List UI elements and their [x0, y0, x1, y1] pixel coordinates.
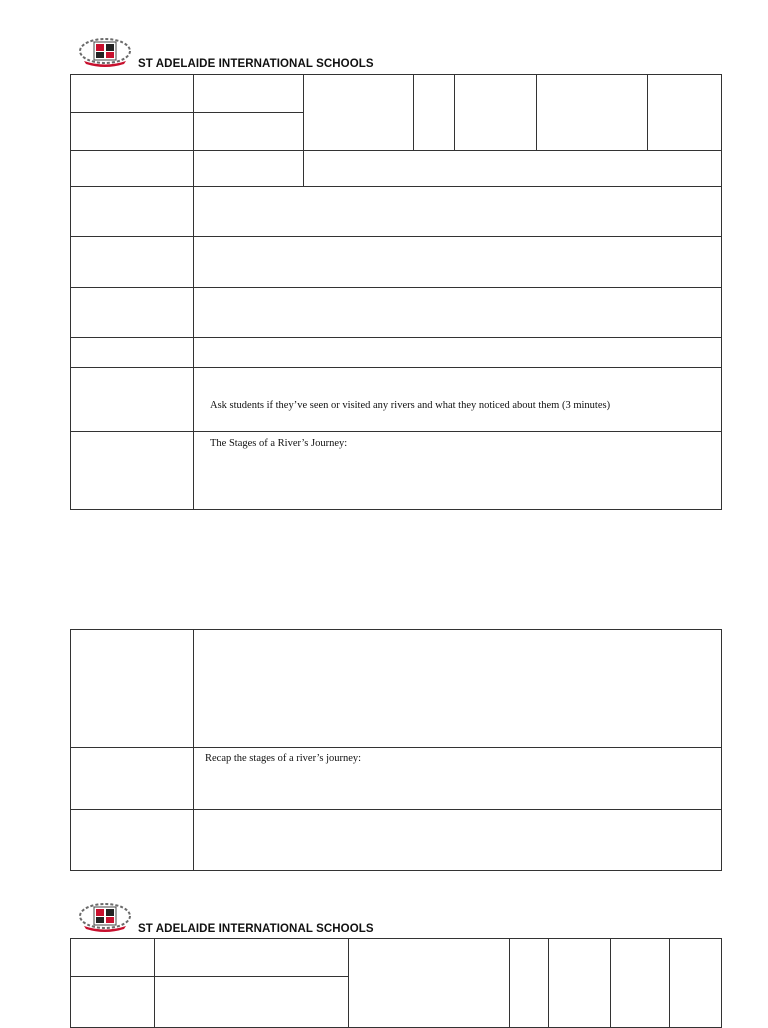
table-cell — [303, 150, 722, 187]
table-cell — [647, 74, 722, 151]
table-cell — [70, 431, 194, 510]
recap-cell — [193, 747, 722, 810]
table-cell — [303, 74, 414, 151]
school-name: ST ADELAIDE INTERNATIONAL SCHOOLS — [138, 923, 374, 935]
table-cell — [70, 186, 194, 237]
table-cell — [154, 976, 349, 1028]
table-cell — [70, 367, 194, 432]
table-cell — [413, 74, 455, 151]
school-logo — [78, 902, 132, 932]
school-name: ST ADELAIDE INTERNATIONAL SCHOOLS — [138, 58, 374, 70]
table-cell — [70, 809, 194, 871]
table-cell — [70, 747, 194, 810]
table-cell — [70, 287, 194, 338]
presentation-text: The Stages of a River’s Journey: — [210, 438, 348, 449]
table-cell — [454, 74, 537, 151]
table-cell — [193, 629, 722, 748]
table-cell — [348, 938, 510, 1028]
table-cell — [193, 337, 722, 368]
table-cell — [70, 74, 194, 113]
table-cell — [509, 938, 549, 1028]
table-cell — [669, 938, 722, 1028]
table-cell — [548, 938, 611, 1028]
table-cell — [70, 938, 155, 977]
table-cell — [193, 236, 722, 288]
presentation-cell — [193, 431, 722, 510]
table-cell — [193, 287, 722, 338]
table-cell — [70, 150, 194, 187]
table-cell — [70, 112, 194, 151]
introduction-text: Ask students if they’ve seen or visited any rivers and what they noticed about them (3 minutes) — [210, 400, 611, 411]
table-cell — [193, 74, 304, 113]
table-cell — [193, 809, 722, 871]
table-cell — [193, 112, 304, 151]
table-cell — [536, 74, 648, 151]
table-cell — [70, 629, 194, 748]
table-cell — [70, 337, 194, 368]
table-cell — [154, 938, 349, 977]
school-logo — [78, 37, 132, 67]
table-cell — [70, 976, 155, 1028]
table-cell — [193, 150, 304, 187]
recap-text: Recap the stages of a river’s journey: — [205, 753, 362, 764]
table-cell — [610, 938, 670, 1028]
introduction-cell — [193, 367, 722, 432]
table-cell — [70, 236, 194, 288]
table-cell — [193, 186, 722, 237]
